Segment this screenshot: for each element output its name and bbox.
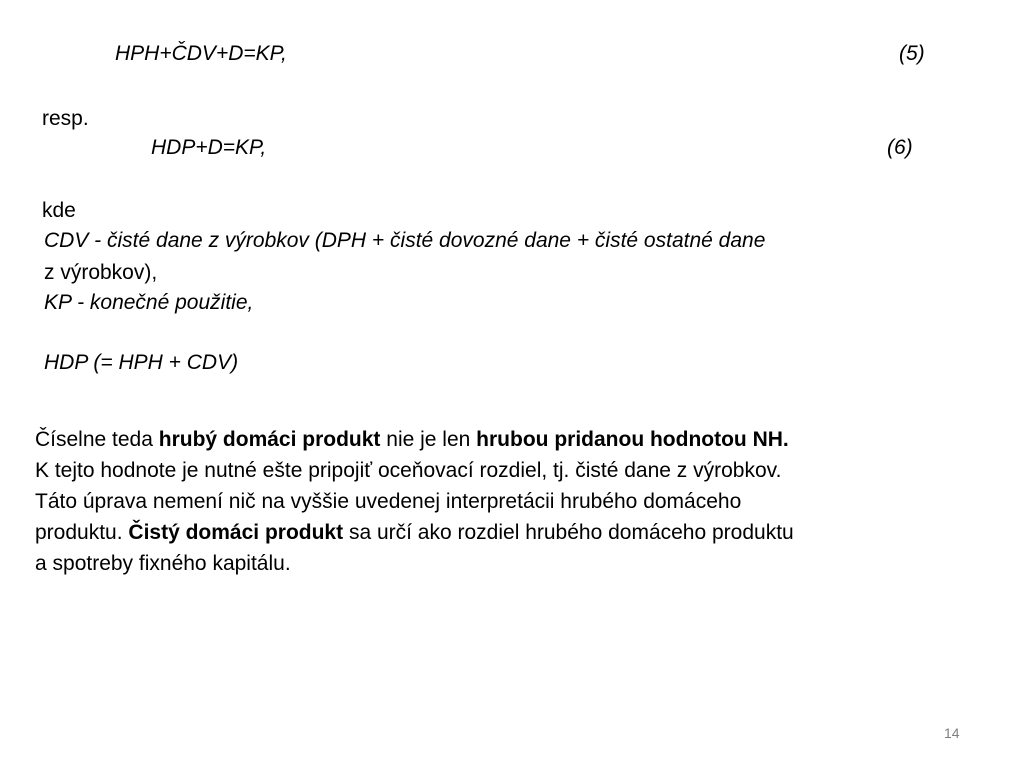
equation-6-number: (6) xyxy=(887,136,913,159)
paragraph-text: nie je len xyxy=(380,428,477,451)
bold-term-gva: hrubou pridanou hodnotou NH. xyxy=(476,428,789,451)
definition-cdv-continued: z výrobkov), xyxy=(44,261,158,284)
paragraph-line-2: K tejto hodnote je nutné ešte pripojiť oceňovací rozdiel, tj. čisté dane z výrobkov. xyxy=(35,459,782,482)
equation-6: HDP+D=KP, xyxy=(151,136,267,159)
bold-term-ndp: Čistý domáci produkt xyxy=(128,521,344,544)
paragraph-text: produktu. xyxy=(35,521,129,544)
paragraph-line-4 xyxy=(35,517,995,548)
paragraph-line-1 xyxy=(35,424,995,455)
resp-label: resp. xyxy=(42,107,89,130)
paragraph-line-5: a spotreby fixného kapitálu. xyxy=(35,552,291,575)
definition-cdv: CDV - čisté dane z výrobkov (DPH + čisté dovozné dane + čisté ostatné dane xyxy=(44,229,766,252)
page-number: 14 xyxy=(944,725,960,741)
explanation-paragraph xyxy=(35,424,995,579)
bold-term-gdp: hrubý domáci produkt xyxy=(158,428,381,451)
definition-kp: KP - konečné použitie, xyxy=(44,291,254,314)
equation-5-number: (5) xyxy=(899,42,925,65)
equation-5: HPH+ČDV+D=KP, xyxy=(115,42,287,65)
kde-label: kde xyxy=(42,199,76,222)
paragraph-text: Číselne teda xyxy=(35,428,159,451)
paragraph-line-3: Táto úprava nemení nič na vyššie uvedenej interpretácii hrubého domáceho xyxy=(35,490,742,513)
paragraph-text: sa určí ako rozdiel hrubého domáceho produktu xyxy=(343,521,794,544)
definition-hdp: HDP (= HPH + CDV) xyxy=(44,351,239,374)
